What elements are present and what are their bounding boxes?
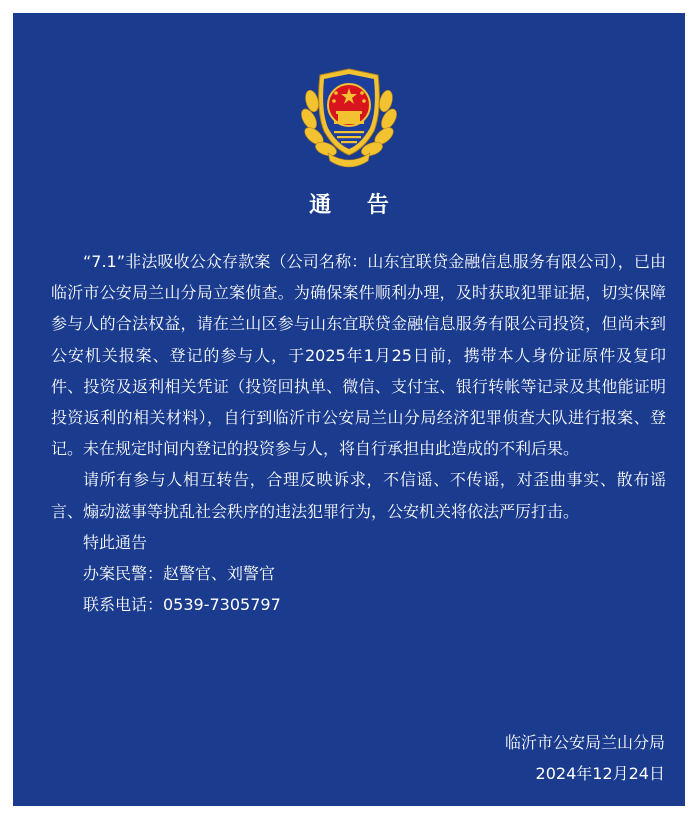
issuer-name: 临沂市公安局兰山分局: [504, 733, 665, 752]
issue-date: 2024年12月24日: [535, 764, 665, 784]
closing-line: 特此通告: [83, 532, 148, 552]
notice-paragraph: 请所有参与人相互转告，合理反映诉求，不信谣、不传谣，对歪曲事实、散布谣言、煽动滋事等扰乱社会秩序的违法犯罪行为，公安机关将依法严厉打击。: [51, 470, 666, 521]
officers-line: 办案民警：赵警官、刘警官: [83, 564, 276, 584]
notice-panel: [13, 13, 685, 806]
phone-line: 联系电话：0539-7305797: [83, 595, 281, 615]
notice-title: 通 告: [309, 193, 403, 218]
police-emblem-icon: [298, 61, 400, 171]
notice-paragraph: “7.1”非法吸收公众存款案（公司名称：山东宜联贷金融信息服务有限公司），已由临沂市公安局兰山分局立案侦查。为确保案件顺利办理，及时获取犯罪证据，切实保障参与人的合法权益，请在兰山区参与山东宜联贷金融信息服务有限公司投资，但尚未到公安机关报案、登记的参与人，于2025年1月25日前，携带本人身份证原件及复印件、投资及返利相关凭证（投资回执单、微信、支付宝、银行转帐等记录及其他能证明投资返利的相关材料），自行到临沂市公安局兰山分局经济犯罪侦查大队进行报案、登记。未在规定时间内登记的投资参与人，将自行承担由此造成的不利后果。: [51, 252, 666, 459]
issuer-block: [505, 727, 665, 789]
notice-body: [51, 246, 666, 620]
